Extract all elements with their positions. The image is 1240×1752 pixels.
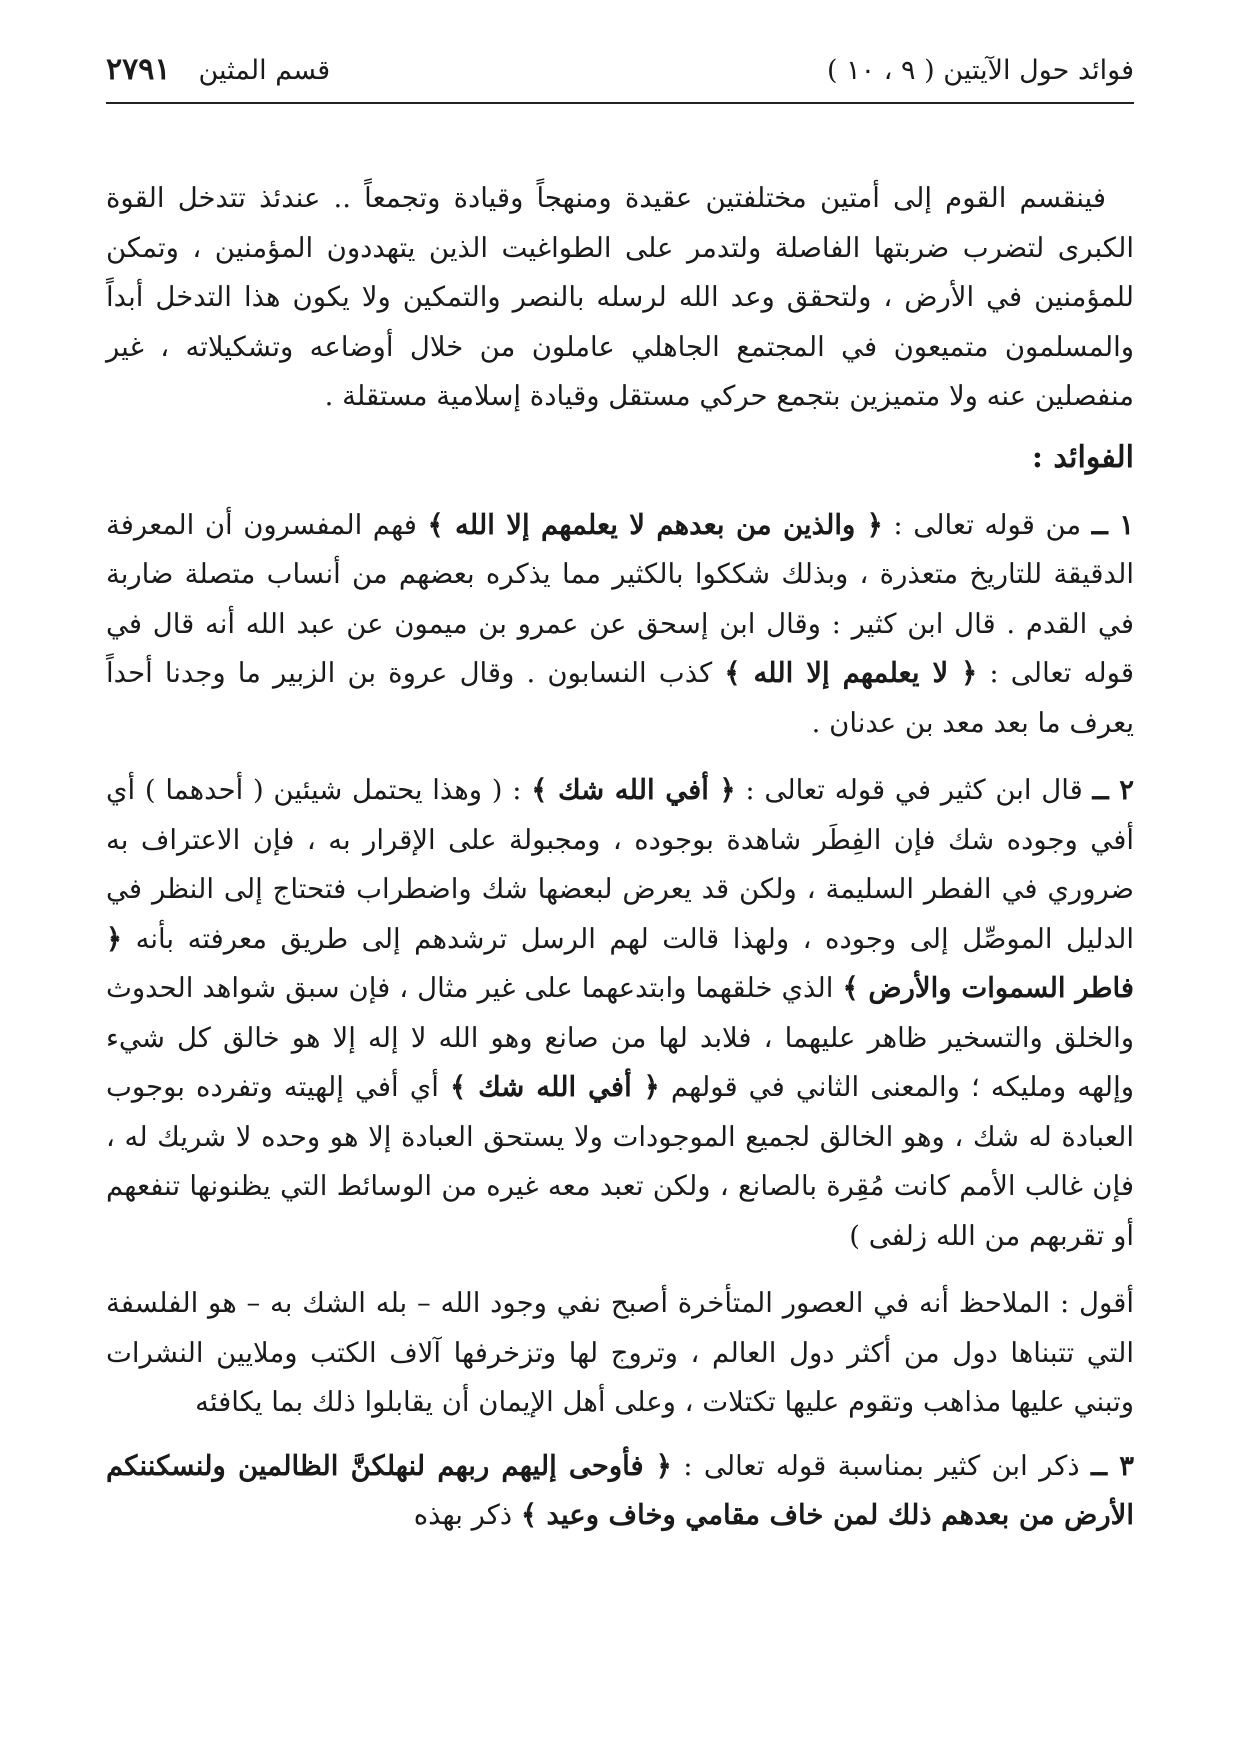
point-2-text-d: أي أفي إلهيته وتفرده بوجوب العبادة له شك ، وهو الخالق لجميع الموجودات ولا يستحق العبادة إلا هو وحده لا شريك له ، فإن غالب الأمم كانت مُقِرة بالصانع ، ولكن تعبد معه غيره من الوسائط التي يظنونها تنفعهم أو تقربهم من الله زلفى ) [106,1071,1134,1252]
running-header [106,52,1134,104]
point-2-quran-quote-1: ﴿ أفي الله شك ﴾ [531,774,736,806]
point-1-text-a: من قوله تعالى : [893,508,1082,541]
point-1-quran-quote-2: ﴿ لا يعلمهم إلا الله ﴾ [724,657,978,689]
point-2-quran-quote-2: ﴿ فاطر السموات والأرض ﴾ [106,922,1134,1004]
section-title: قسم المثين [198,55,331,86]
point-2-text-b: : ( وهذا يحتمل شيئين ( أحدهما ) أي أفي وجوده شك فإن الفِطَر شاهدة بوجوده ، ومجبولة على الإقرار به ، فإن الاعتراف به ضروري في الفطر السليمة ، ولكن قد يعرض لبعضها شك واضطراب فتحتاج إلى النظر في الدليل الموصِّل إلى وجوده ، ولهذا قالت لهم الرسل ترشدهم إلى طريق معرفته بأنه [106,774,1134,955]
point-3-text-a: ذكر ابن كثير بمناسبة قوله تعالى : [683,1449,1080,1482]
intro-paragraph: فينقسم القوم إلى أمتين مختلفتين عقيدة ومنهجاً وقيادة وتجمعاً .. عندئذ تتدخل القوة الكبرى لتضرب ضربتها الفاصلة ولتدمر على الطواغيت الذين يتهددون المؤمنين ، وتمكن للمؤمنين في الأرض ، ولتحقق وعد الله لرسله بالنصر والتمكين ولا يكون هذا التدخل أبداً والمسلمون متميعون في المجتمع الجاهلي عاملون من خلال أوضاعه وتشكيلاته ، غير منفصلين عنه ولا متميزين بتجمع حركي مستقل وقيادة إسلامية مستقلة . [106,182,1134,412]
point-3-number: ٣ ــ [1090,1449,1135,1482]
point-3-quran-quote-1: ﴿ فأوحى إليهم ربهم لنهلكنَّ الظالمين ولنسكننكم الأرض من بعدهم ذلك لمن خاف مقامي وخاف وعيد ﴾ [106,1449,1134,1531]
point-1-text-c: كذب النسابون . وقال عروة بن الزبير ما وجدنا أحداً يعرف ما بعد معد بن عدنان . [106,657,1134,739]
author-note: أقول : الملاحظ أنه في العصور المتأخرة أصبح نفي وجود الله – بله الشك به – هو الفلسفة التي تتبناها دول من أكثر دول العالم ، وتروج لها وتزخرفها آلاف الكتب وملايين النشرات وتبني عليها مذاهب وتقوم عليها تكتلات ، وعلى أهل الإيمان أن يقابلوا ذلك بما يكافئه [106,1287,1134,1418]
header-left-block [106,52,330,87]
point-2-text-a: قال ابن كثير في قوله تعالى : [745,774,1083,806]
point-2-quran-quote-3: ﴿ أفي الله شك ﴾ [450,1071,660,1103]
book-title: فوائد حول الآيتين ( ٩ ، ١٠ ) [827,55,1134,86]
point-1 [106,501,1134,749]
point-1-number: ١ ــ [1091,508,1134,541]
page-number: ٢٧٩١ [106,52,171,87]
point-3 [106,1442,1134,1541]
point-2 [106,766,1134,1261]
point-2-text-c: الذي خلقهما وابتدعهما على غير مثال ، فإن سبق شواهد الحدوث والخلق والتسخير ظاهر عليهما ، فلابد لها من صانع وهو الله لا إله إلا هو خالق كل شيء وإلهه ومليكه ؛ والمعنى الثاني في قولهم [106,972,1134,1103]
point-3-text-b: ذكر بهذه [413,1499,513,1531]
benefits-heading: الفوائد : [1031,439,1134,475]
point-2-number: ٢ ــ [1092,774,1135,806]
point-1-text-b: فهم المفسرون أن المعرفة الدقيقة للتاريخ متعذرة ، وبذلك شككوا بالكثير مما يذكره بعضهم من أنساب متصلة ضاربة في القدم . قال ابن كثير : وقال ابن إسحق عن عمرو بن ميمون عن عبد الله أنه قال في قوله تعالى : [106,508,1134,689]
point-1-quran-quote-1: ﴿ والذين من بعدهم لا يعلمهم إلا الله ﴾ [427,508,883,541]
